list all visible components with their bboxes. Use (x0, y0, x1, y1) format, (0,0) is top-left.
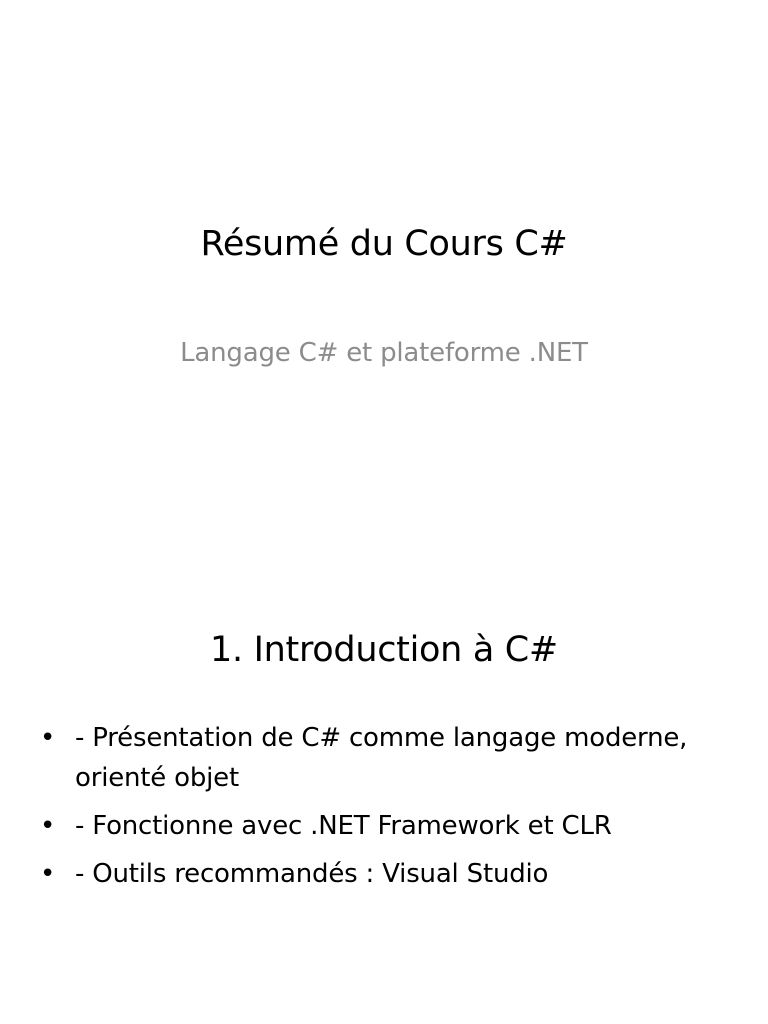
bullet-text: - Présentation de C# comme langage moderne, orienté objet (75, 723, 688, 793)
slide-subtitle: Langage C# et plateforme .NET (180, 338, 588, 368)
bullet-marker: • (40, 723, 56, 753)
bullet-item (40, 718, 740, 798)
section-title: 1. Introduction à C# (210, 630, 558, 670)
bullet-text: - Outils recommandés : Visual Studio (75, 859, 549, 889)
bullet-text: - Fonctionne avec .NET Framework et CLR (75, 811, 612, 841)
bullet-item (40, 806, 740, 846)
bullet-marker: • (40, 859, 56, 889)
bullet-item (40, 854, 740, 894)
introduction-slide (0, 512, 768, 1024)
slide-title: Résumé du Cours C# (200, 224, 568, 264)
bullet-list (40, 718, 740, 902)
bullet-marker: • (40, 811, 56, 841)
